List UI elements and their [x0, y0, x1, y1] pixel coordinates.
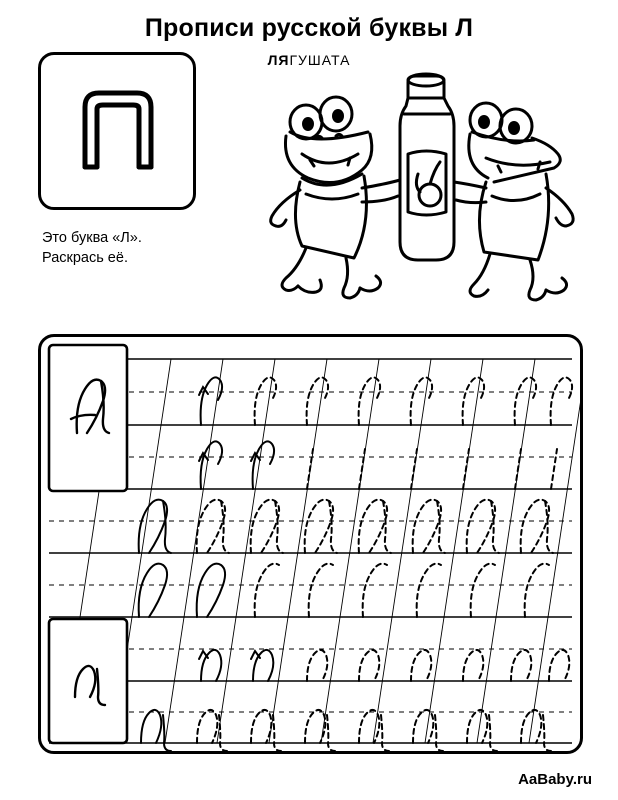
illustration-frogs: [258, 62, 588, 322]
instruction-line-2: Раскрась её.: [42, 250, 128, 266]
page-title: Прописи русской буквы Л: [144, 14, 474, 42]
subtitle-rest: ГУШАТА: [289, 52, 351, 68]
printed-letter-box: [38, 52, 196, 210]
instruction-text: [42, 228, 252, 268]
tracing-practice-grid: [38, 334, 583, 754]
printed-letter-L-outline: [41, 55, 193, 207]
tracing-grid-svg: [41, 337, 580, 751]
site-watermark: AaBaby.ru: [518, 771, 592, 788]
subtitle-highlight: ЛЯ: [267, 52, 290, 68]
instruction-line-1: Это буква «Л».: [42, 230, 142, 246]
